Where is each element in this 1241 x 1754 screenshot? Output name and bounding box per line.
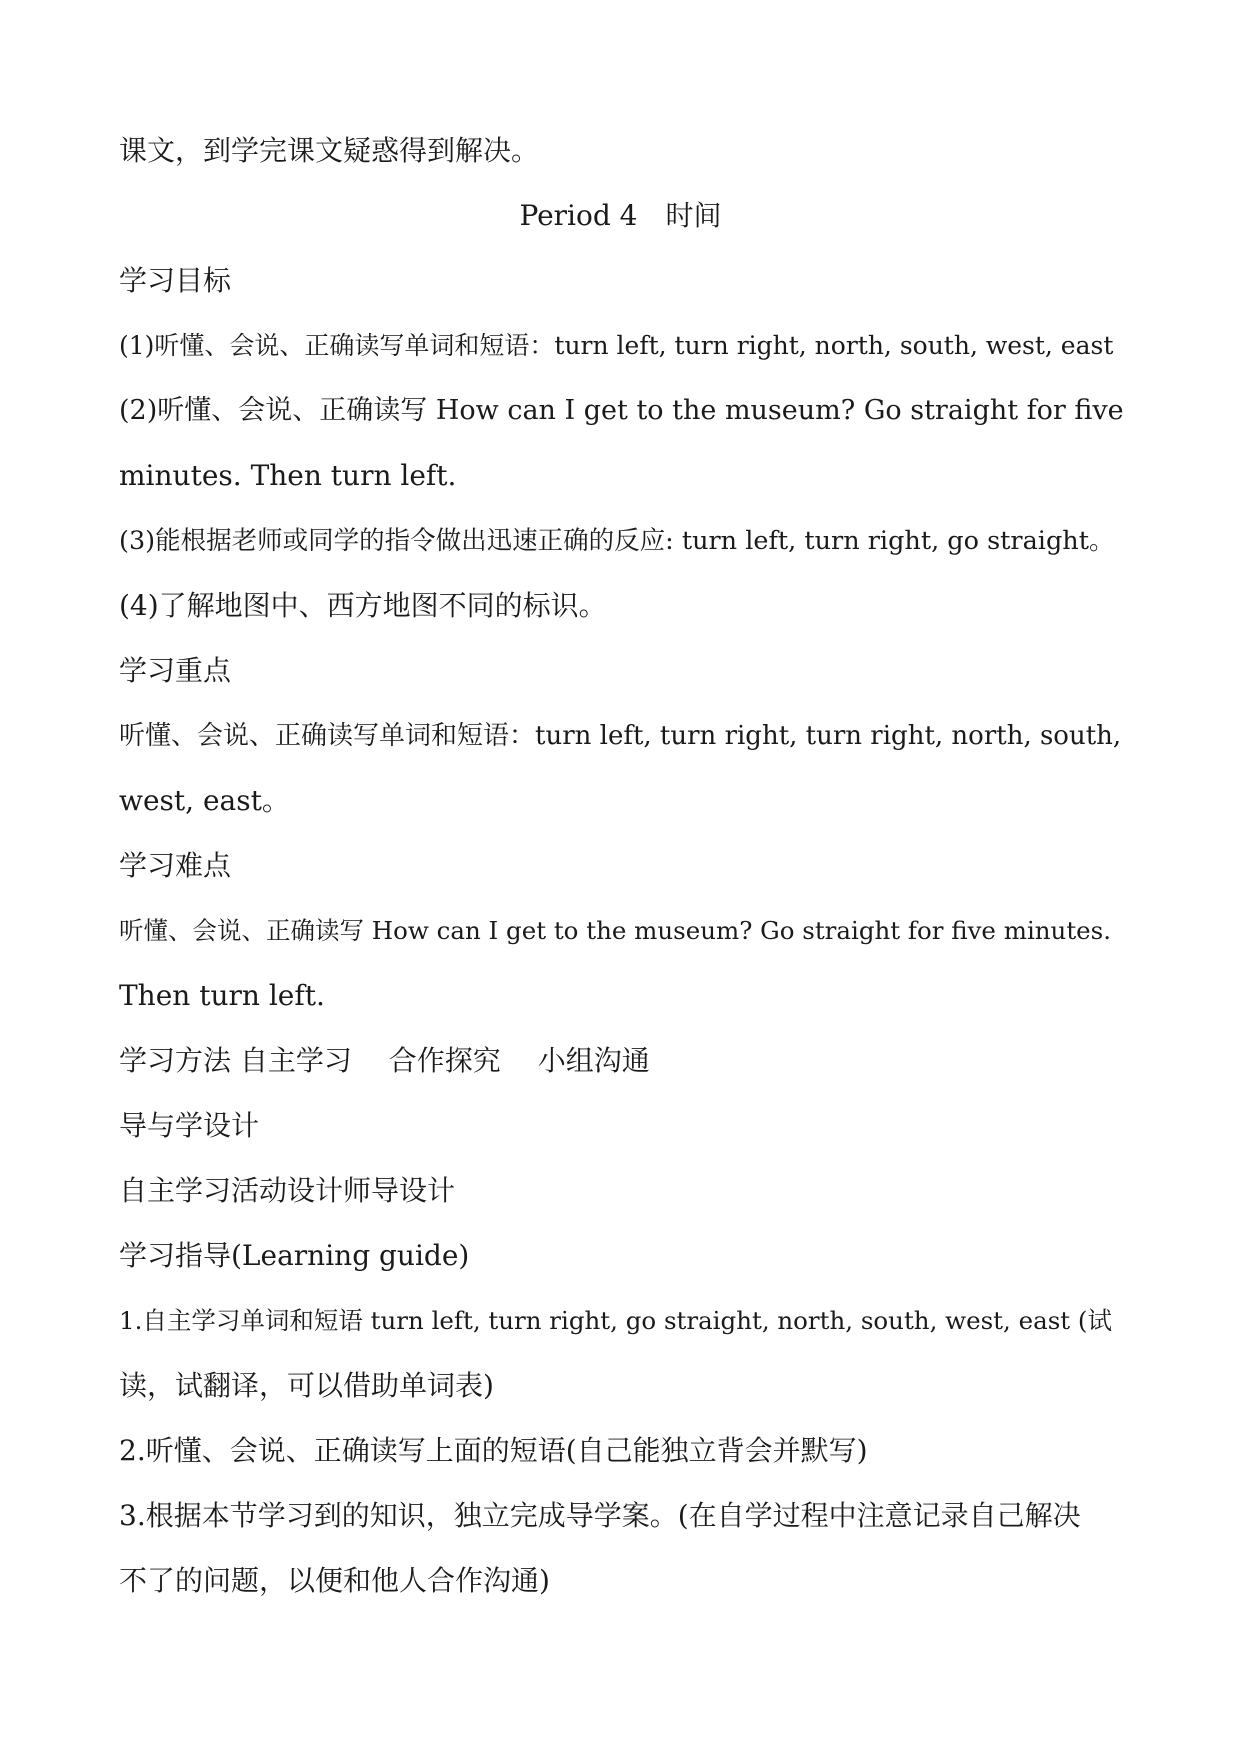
guide-item-line: 不了的问题，以便和他人合作沟通) [119,1564,550,1597]
design-heading: 导与学设计 [119,1109,260,1142]
key-point-line: west, east。 [119,784,290,817]
difficulty-line: 听懂、会说、正确读写 How can I get to the museum? Go straight for five minutes. [119,916,1112,945]
guide-item-line: 1.自主学习单词和短语 turn left, turn right, go straight, north, south, west, east (试 [119,1306,1112,1335]
continuation-text: 课文，到学完课文疑惑得到解决。 [119,134,540,167]
objective-line: (4)了解地图中、西方地图不同的标识。 [119,589,607,622]
objective-line: (2)听懂、会说、正确读写 How can I get to the museum? Go straight for five [119,395,1124,426]
objectives-heading: 学习目标 [119,264,232,297]
objective-line: minutes. Then turn left. [119,459,457,492]
period-title: Period 4 时间 [519,199,722,232]
key-point-line: 听懂、会说、正确读写单词和短语：turn left, turn right, turn right, north, south, [119,721,1122,751]
objective-line: (3)能根据老师或同学的指令做出迅速正确的反应: turn left, turn right, go straight。 [119,526,1115,556]
guide-item-line: 2.听懂、会说、正确读写上面的短语(自己能独立背会并默写) [119,1434,868,1467]
difficulties-heading: 学习难点 [119,849,232,882]
methods-line: 学习方法 自主学习 合作探究 小组沟通 [119,1044,650,1077]
guide-item-line: 读，试翻译，可以借助单词表) [119,1369,494,1402]
objective-line: (1)听懂、会说、正确读写单词和短语：turn left, turn right, north, south, west, east [119,331,1114,360]
key-points-heading: 学习重点 [119,654,232,687]
difficulty-line: Then turn left. [119,979,325,1012]
design-columns: 自主学习活动设计师导设计 [119,1174,456,1207]
guide-heading: 学习指导(Learning guide) [119,1239,470,1272]
guide-item-line: 3.根据本节学习到的知识，独立完成导学案。(在自学过程中注意记录自己解决 [119,1499,1081,1532]
